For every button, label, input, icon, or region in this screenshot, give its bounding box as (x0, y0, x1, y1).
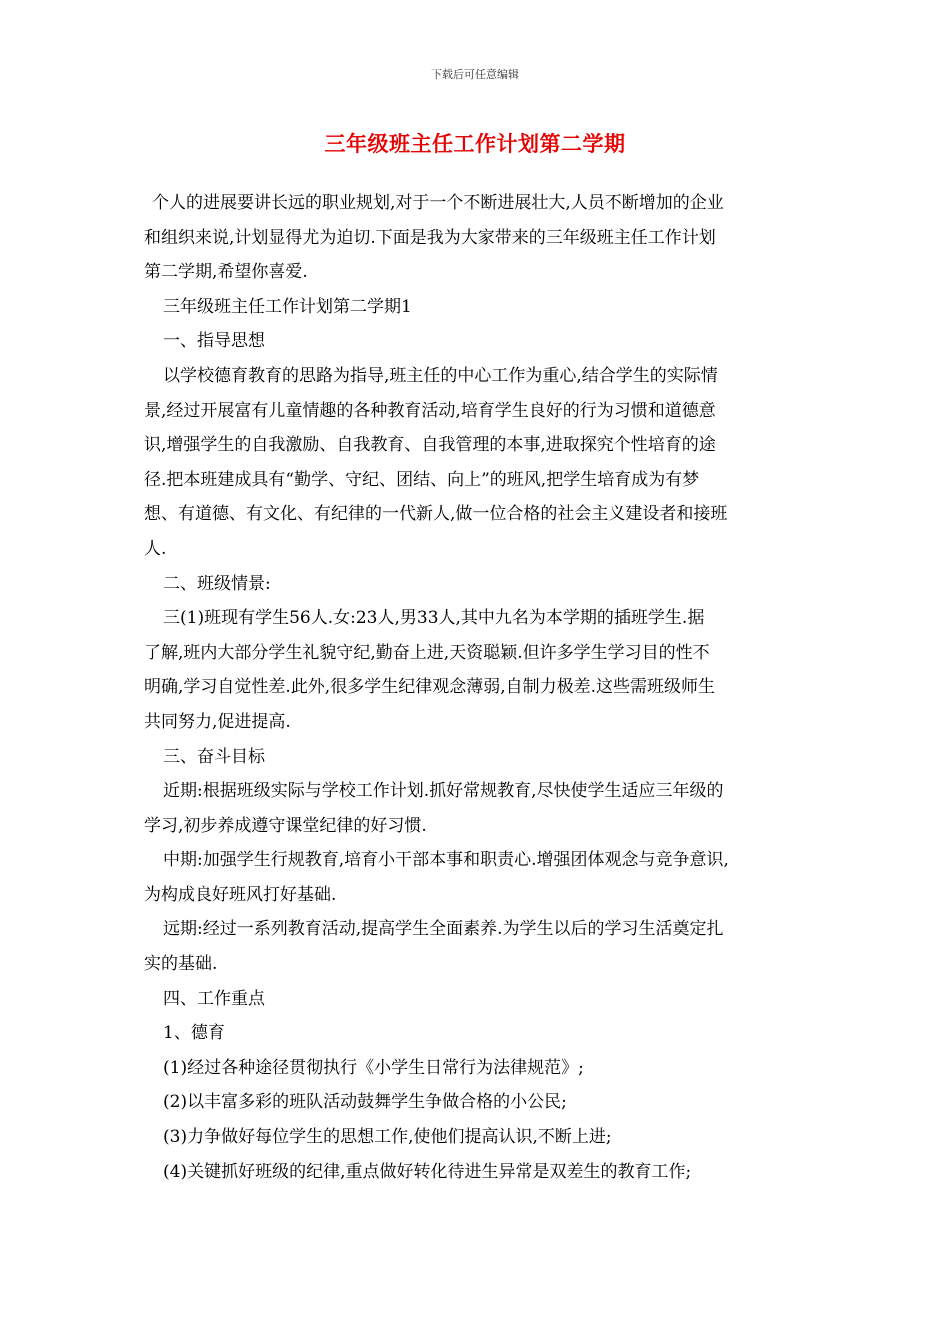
text-line: 三年级班主任工作计划第二学期1 (163, 296, 412, 317)
document-body (144, 186, 812, 1189)
text-line: 第二学期,希望你喜爱. (144, 262, 308, 283)
text-line: (4)关键抓好班级的纪律,重点做好转化待进生异常是双差生的教育工作; (163, 1161, 692, 1182)
text-line: 近期:根据班级实际与学校工作计划.抓好常规教育,尽快使学生适应三年级的 (163, 781, 724, 802)
text-line: 个人的进展要讲长远的职业规划,对于一个不断进展壮大,人员不断增加的企业 (152, 193, 724, 213)
text-line: 和组织来说,计划显得尤为迫切.下面是我为大家带来的三年级班主任工作计划 (144, 227, 716, 248)
text-line: 中期:加强学生行规教育,培育小干部本事和职责心.增强团体观念与竞争意识, (163, 850, 729, 871)
text-line: 远期:经过一系列教育活动,提高学生全面素养.为学生以后的学习生活奠定扎 (163, 919, 724, 940)
text-line: 以学校德育教育的思路为指导,班主任的中心工作为重心,结合学生的实际情 (163, 365, 718, 386)
text-line: 四、工作重点 (163, 988, 265, 1009)
text-line: 了解,班内大部分学生礼貌守纪,勤奋上进,天资聪颖.但许多学生学习目的性不 (144, 642, 710, 663)
text-line: 一、指导思想 (163, 331, 265, 352)
text-line: (2)以丰富多彩的班队活动鼓舞学生争做合格的小公民; (163, 1092, 567, 1113)
text-line: 实的基础. (144, 954, 218, 975)
text-line: 想、有道德、有文化、有纪律的一代新人,做一位合格的社会主义建设者和接班 (144, 504, 728, 525)
document-title: 三年级班主任工作计划第二学期 (324, 131, 626, 156)
text-line: 三、奋斗目标 (163, 746, 265, 767)
text-line: (1)经过各种途径贯彻执行《小学生日常行为法律规范》; (163, 1057, 584, 1078)
text-line: 三(1)班现有学生56人.女:23人,男33人,其中九名为本学期的插班学生.据 (163, 608, 705, 629)
text-line: (3)力争做好每位学生的思想工作,使他们提高认识,不断上进; (163, 1127, 612, 1148)
text-line: 为构成良好班风打好基础. (144, 884, 337, 905)
text-line: 径.把本班建成具有“勤学、守纪、团结、向上”的班风,把学生培育成为有梦 (144, 469, 700, 490)
text-line: 识,增强学生的自我激励、自我教育、自我管理的本事,进取探究个性培育的途 (144, 435, 716, 456)
text-line: 明确,学习自觉性差.此外,很多学生纪律观念薄弱,自制力极差.这些需班级师生 (144, 677, 716, 698)
text-line: 人. (144, 538, 167, 559)
text-line: 二、班级情景: (163, 573, 271, 594)
text-line: 学习,初步养成遵守课堂纪律的好习惯. (144, 815, 427, 836)
text-line: 景,经过开展富有儿童情趣的各种教育活动,培育学生良好的行为习惯和道德意 (144, 400, 716, 421)
text-line: 1、德育 (163, 1023, 225, 1044)
text-line: 共同努力,促进提高. (144, 711, 291, 732)
download-note: 下载后可任意编辑 (431, 68, 519, 81)
